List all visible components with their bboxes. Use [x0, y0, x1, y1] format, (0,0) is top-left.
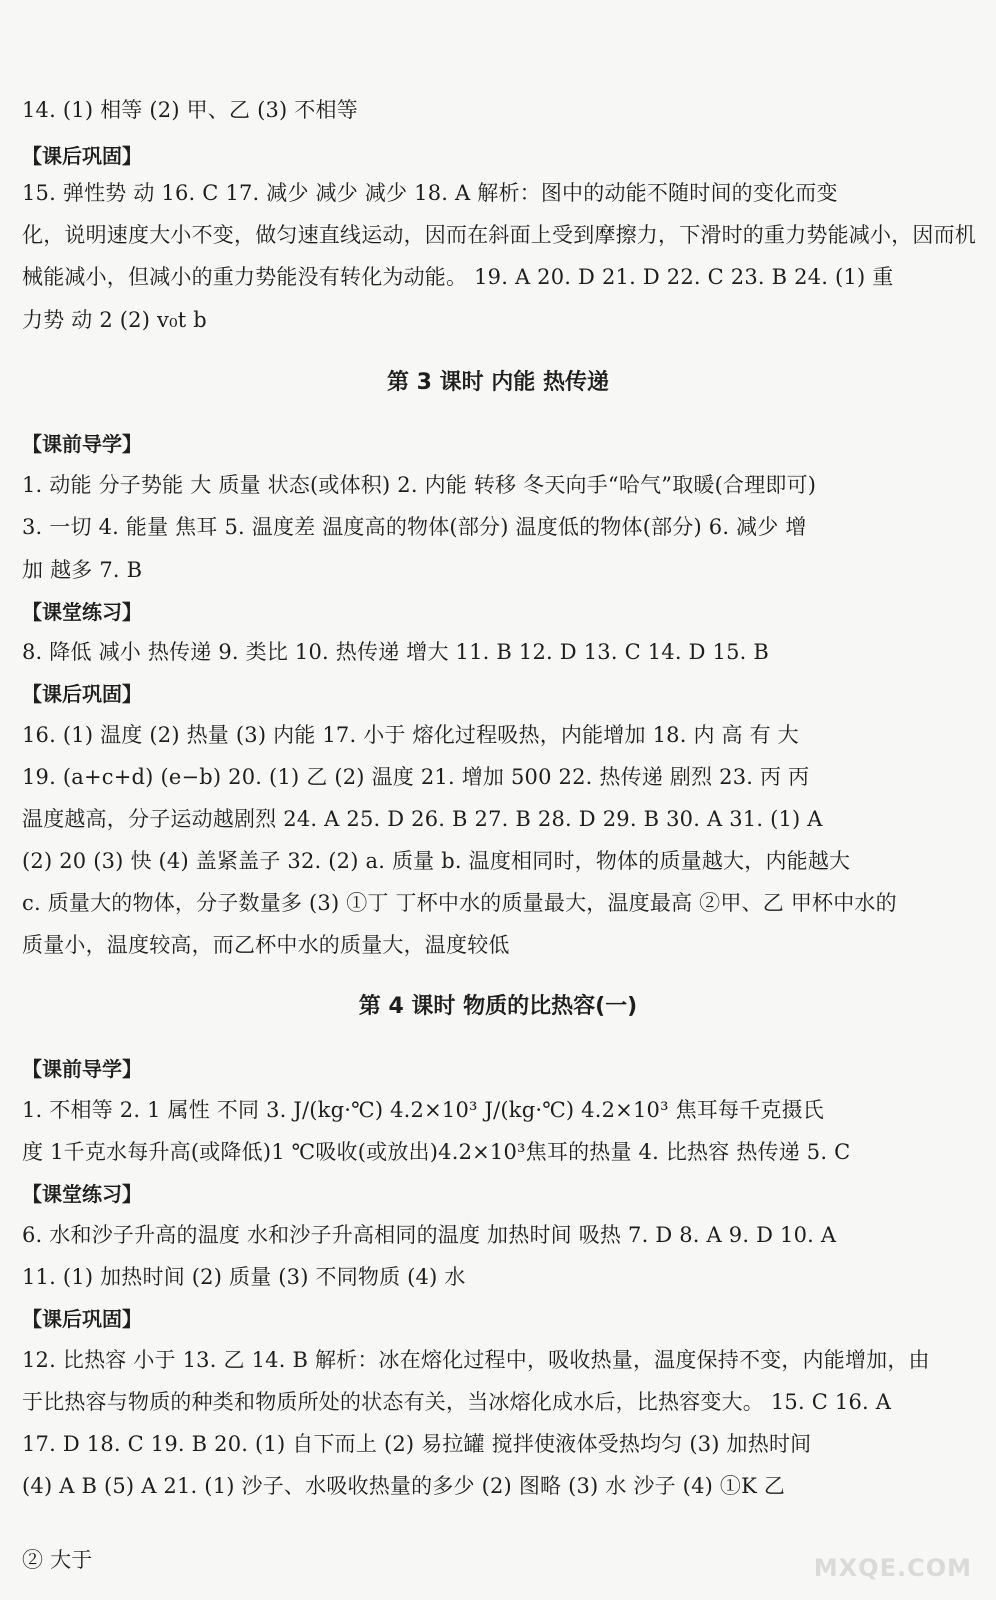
text-line: 化，说明速度大小不变，做匀速直线运动，因而在斜面上受到摩擦力，下滑时的重力势能减小，因而机 — [22, 223, 976, 247]
text-line: 度 1千克水每升高(或降低)1 ℃吸收(或放出)4.2×10³焦耳的热量 4. 比热容 热传递 5. C — [22, 1140, 851, 1164]
text-line: 1. 动能 分子势能 大 质量 状态(或体积) 2. 内能 转移 冬天向手“哈气”取暖(合理即可) — [22, 473, 817, 497]
text-line: (2) 20 (3) 快 (4) 盖紧盖子 32. (2) a. 质量 b. 温度相同时，物体的质量越大，内能越大 — [22, 849, 851, 873]
text-line: 15. 弹性势 动 16. C 17. 减少 减少 减少 18. A 解析：图中的动能不随时间的变化而变 — [22, 181, 838, 205]
text-line: 8. 降低 减小 热传递 9. 类比 10. 热传递 增大 11. B 12. D 13. C 14. D 15. B — [22, 640, 770, 664]
text-line: 11. (1) 加热时间 (2) 质量 (3) 不同物质 (4) 水 — [22, 1265, 466, 1289]
text-line: 于比热容与物质的种类和物质所处的状态有关，当冰熔化成水后，比热容变大。 15. C 16. A — [22, 1390, 892, 1414]
text-line: 械能减小，但减小的重力势能没有转化为动能。 19. A 20. D 21. D 22. C 23. B 24. (1) 重 — [22, 265, 894, 289]
text-line: ② 大于 — [22, 1548, 93, 1572]
text-line: 19. (a+c+d) (e−b) 20. (1) 乙 (2) 温度 21. 增加 500 22. 热传递 剧烈 23. 丙 丙 — [22, 765, 810, 789]
section-heading: 【课后巩固】 — [22, 1307, 142, 1331]
section-heading: 【课前导学】 — [22, 1057, 142, 1081]
section-heading: 【课堂练习】 — [22, 1182, 142, 1206]
section-heading: 【课后巩固】 — [22, 682, 142, 706]
watermark-logo: MXQE.COM — [813, 1554, 972, 1582]
text-line: 力势 动 2 (2) v₀t b — [22, 308, 207, 332]
text-line: 16. (1) 温度 (2) 热量 (3) 内能 17. 小于 熔化过程吸热，内能增加 18. 内 高 有 大 — [22, 723, 799, 747]
text-line: 6. 水和沙子升高的温度 水和沙子升高相同的温度 加热时间 吸热 7. D 8. A 9. D 10. A — [22, 1223, 837, 1247]
section-heading: 【课堂练习】 — [22, 600, 142, 624]
text-line: (4) A B (5) A 21. (1) 沙子、水吸收热量的多少 (2) 图略 (3) 水 沙子 (4) ①K 乙 — [22, 1474, 786, 1498]
lesson-title: 第 4 课时 物质的比热容(一) — [358, 994, 638, 1019]
text-line: 12. 比热容 小于 13. 乙 14. B 解析：冰在熔化过程中，吸收热量，温度保持不变，内能增加，由 — [22, 1348, 930, 1372]
text-line: c. 质量大的物体，分子数量多 (3) ①丁 丁杯中水的质量最大，温度最高 ②甲、乙 甲杯中水的 — [22, 891, 897, 915]
text-line: 温度越高，分子运动越剧烈 24. A 25. D 26. B 27. B 28. D 29. B 30. A 31. (1) A — [22, 807, 823, 831]
text-line: 1. 不相等 2. 1 属性 不同 3. J/(kg·℃) 4.2×10³ J/(kg·℃) 4.2×10³ 焦耳每千克摄氏 — [22, 1098, 824, 1122]
text-line: 17. D 18. C 19. B 20. (1) 自下而上 (2) 易拉罐 搅拌使液体受热均匀 (3) 加热时间 — [22, 1432, 812, 1456]
section-heading: 【课后巩固】 — [22, 144, 142, 168]
text-line: 14. (1) 相等 (2) 甲、乙 (3) 不相等 — [22, 98, 358, 122]
text-line: 质量小，温度较高，而乙杯中水的质量大，温度较低 — [22, 933, 510, 957]
lesson-title: 第 3 课时 内能 热传递 — [387, 370, 609, 395]
section-heading: 【课前导学】 — [22, 432, 142, 456]
text-line: 3. 一切 4. 能量 焦耳 5. 温度差 温度高的物体(部分) 温度低的物体(部分) 6. 减少 增 — [22, 515, 807, 539]
text-line: 加 越多 7. B — [22, 558, 143, 582]
